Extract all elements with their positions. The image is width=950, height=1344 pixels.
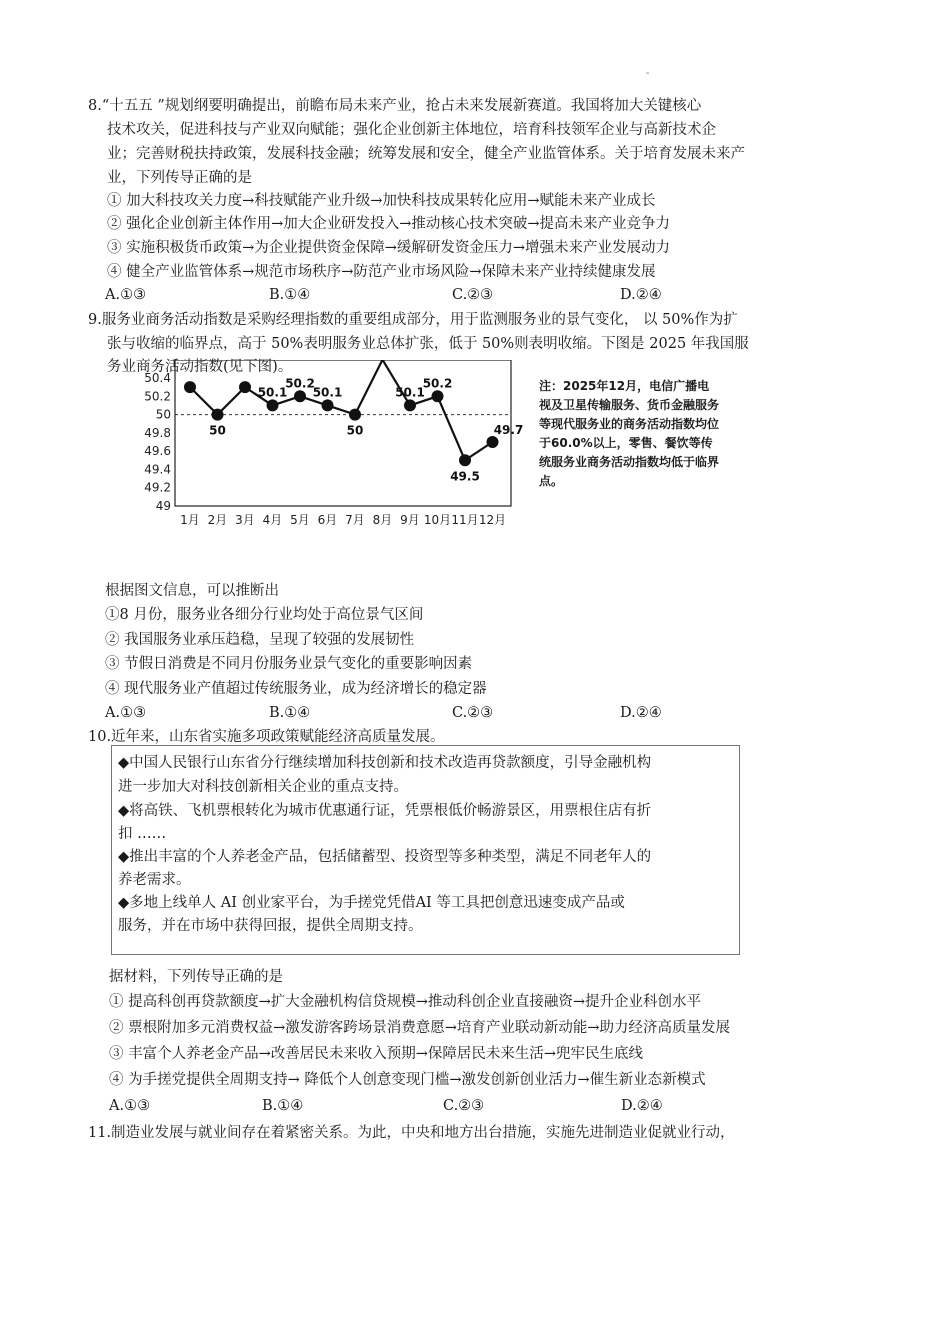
data-point <box>294 390 306 402</box>
q9-line-3: 务业商务活动指数(见下图)。 <box>107 359 293 375</box>
q9-option-a[interactable]: A.①③ <box>105 705 147 721</box>
q10-box-line-5: ◆推出丰富的个人养老金产品，包括储蓄型、投资型等多种类型，满足不同老年人的 <box>118 849 652 865</box>
q10-box-line-2: 进一步加大对科技创新相关企业的重点支持。 <box>118 779 408 795</box>
q10-question: 据材料，下列传导正确的是 <box>109 969 283 985</box>
q8-item-1: ① 加大科技攻关力度→科技赋能产业升级→加快科技成果转化应用→赋能未来产业成长 <box>107 193 656 209</box>
y-tick-label: 49 <box>155 499 171 513</box>
x-tick-label: 7月 <box>345 513 365 527</box>
data-label: 50.1 <box>312 385 343 400</box>
q9-after: 根据图文信息，可以推断出 <box>105 583 279 599</box>
y-tick-label: 49.6 <box>144 444 171 459</box>
q10-option-c[interactable]: C.②③ <box>443 1098 485 1114</box>
data-point <box>432 390 444 402</box>
q10-item-2: ② 票根附加多元消费权益→激发游客跨场景消费意愿→培育产业联动新动能→助力经济高质量发展 <box>109 1020 731 1036</box>
x-tick-label: 10月 <box>423 513 452 527</box>
y-tick-label: 50.2 <box>144 389 171 404</box>
q8-option-a[interactable]: A.①③ <box>105 287 147 303</box>
x-tick-label: 8月 <box>372 513 393 527</box>
q9-option-c[interactable]: C.②③ <box>452 705 494 721</box>
data-label: 50.2 <box>285 376 315 391</box>
q8-line-3: 业；完善财税扶持政策，发展科技金融；统筹发展和安全，健全产业监管体系。关于培育发展未来产 <box>107 146 745 162</box>
q8-line-1: 8.“十五五 ”规划纲要明确提出，前瞻布局未来产业，抢占未来发展新赛道。我国将加大关键核心 <box>88 98 702 114</box>
q8-option-c[interactable]: C.②③ <box>452 287 494 303</box>
page-mark: - <box>646 68 650 79</box>
q10-box-line-3: ◆将高铁、飞机票根转化为城市优惠通行证，凭票根低价畅游景区，用票根住店有折 <box>118 803 652 819</box>
q10-box-line-1: ◆中国人民银行山东省分行继续增加科技创新和技术改造再贷款额度，引导金融机构 <box>118 755 652 771</box>
q10-option-b[interactable]: B.①④ <box>262 1098 304 1114</box>
y-tick-label: 50.4 <box>144 371 171 385</box>
data-label: 50.1 <box>395 385 425 400</box>
data-point <box>404 399 416 411</box>
q10-box-line-8: 服务，并在市场中获得回报，提供全周期支持。 <box>118 918 423 934</box>
x-tick-label: 6月 <box>317 513 338 527</box>
q10-item-4: ④ 为手搓党提供全周期支持→ 降低个人创意变现门槛→激发创新创业活力→催生新业态新模式 <box>109 1072 706 1088</box>
y-tick-label: 49.4 <box>144 462 171 477</box>
service-index-line-chart <box>130 360 530 540</box>
x-tick-label: 2月 <box>207 513 228 527</box>
q9-item-4: ④ 现代服务业产值超过传统服务业，成为经济增长的稳定器 <box>105 681 487 697</box>
q9-option-d[interactable]: D.②④ <box>620 705 662 721</box>
data-point <box>322 399 334 411</box>
x-tick-label: 5月 <box>290 513 310 527</box>
q9-item-3: ③ 节假日消费是不同月份服务业景气变化的重要影响因素 <box>105 656 473 672</box>
x-tick-label: 1月 <box>180 513 200 527</box>
y-tick-label: 49.2 <box>144 480 171 495</box>
q11-intro: 11.制造业发展与就业间存在着紧密关系。为此，中央和地方出台措施，实施先进制造业促就业行动， <box>88 1125 735 1141</box>
q8-item-2: ② 强化企业创新主体作用→加大企业研发投入→推动核心技术突破→提高未来产业竞争力 <box>107 216 671 232</box>
q8-line-4: 业，下列传导正确的是 <box>107 170 252 186</box>
q10-item-3: ③ 丰富个人养老金产品→改善居民未来收入预期→保障居民未来生活→兜牢民生底线 <box>109 1046 644 1062</box>
data-label: 49.7 <box>493 423 524 437</box>
x-tick-label: 3月 <box>235 513 255 527</box>
q8-option-d[interactable]: D.②④ <box>620 287 662 303</box>
q9-line-2: 张与收缩的临界点，高于 50%表明服务业总体扩张，低于 50%则表明收缩。下图是 2025 年我国服 <box>107 336 749 352</box>
q8-option-b[interactable]: B.①④ <box>269 287 311 303</box>
q10-option-a[interactable]: A.①③ <box>109 1098 151 1114</box>
data-point <box>184 381 196 393</box>
data-label: 50 <box>346 423 364 438</box>
x-tick-label: 11月 <box>451 513 479 527</box>
q9-option-b[interactable]: B.①④ <box>269 705 311 721</box>
data-point <box>349 409 361 421</box>
data-label: 50.2 <box>422 376 453 391</box>
q10-option-d[interactable]: D.②④ <box>621 1098 663 1114</box>
x-tick-label: 9月 <box>400 513 420 527</box>
q9-line-1: 9.服务业商务活动指数是采购经理指数的重要组成部分，用于监测服务业的景气变化， 以 50%作为扩 <box>88 312 738 328</box>
q10-intro: 10.近年来，山东省实施多项政策赋能经济高质量发展。 <box>88 729 445 745</box>
x-tick-label: 12月 <box>478 513 507 527</box>
data-point <box>459 454 471 466</box>
q10-item-1: ① 提高科创再贷款额度→扩大金融机构信贷规模→推动科创企业直接融资→提升企业科创水平 <box>109 994 702 1010</box>
q9-item-1: ①8 月份，服务业各细分行业均处于高位景气区间 <box>105 607 424 623</box>
data-label: 49.5 <box>450 469 480 484</box>
data-point <box>267 399 279 411</box>
series-line <box>190 360 493 460</box>
q9-item-2: ② 我国服务业承压趋稳，呈现了较强的发展韧性 <box>105 632 415 648</box>
q10-box-line-4: 扣 …… <box>118 826 167 842</box>
data-point <box>212 409 224 421</box>
data-label: 50 <box>209 423 226 438</box>
q8-line-2: 技术攻关，促进科技与产业双向赋能；强化企业创新主体地位，培育科技领军企业与高新技术企 <box>107 122 716 138</box>
q10-box-line-7: ◆多地上线单人 AI 创业家平台，为手搓党凭借AI 等工具把创意迅速变成产品或 <box>118 895 625 911</box>
data-point <box>239 381 251 393</box>
data-label: 50.1 <box>257 385 288 400</box>
chart-note: 注：2025年12月，电信广播电视及卫星传输服务、货币金融服务等现代服务业的商务活动指数均位于60.0%以上，零售、餐饮等传统服务业商务活动指数均低于临界点。 <box>539 379 720 488</box>
y-tick-label: 50 <box>155 407 171 422</box>
data-point <box>487 436 499 448</box>
q8-item-3: ③ 实施积极货币政策→为企业提供资金保障→缓解研发资金压力→增强未来产业发展动力 <box>107 240 671 256</box>
y-tick-label: 49.8 <box>144 425 171 440</box>
q8-item-4: ④ 健全产业监管体系→规范市场秩序→防范产业市场风险→保障未来产业持续健康发展 <box>107 264 656 280</box>
x-tick-label: 4月 <box>262 513 283 527</box>
q10-box-line-6: 养老需求。 <box>118 872 191 888</box>
